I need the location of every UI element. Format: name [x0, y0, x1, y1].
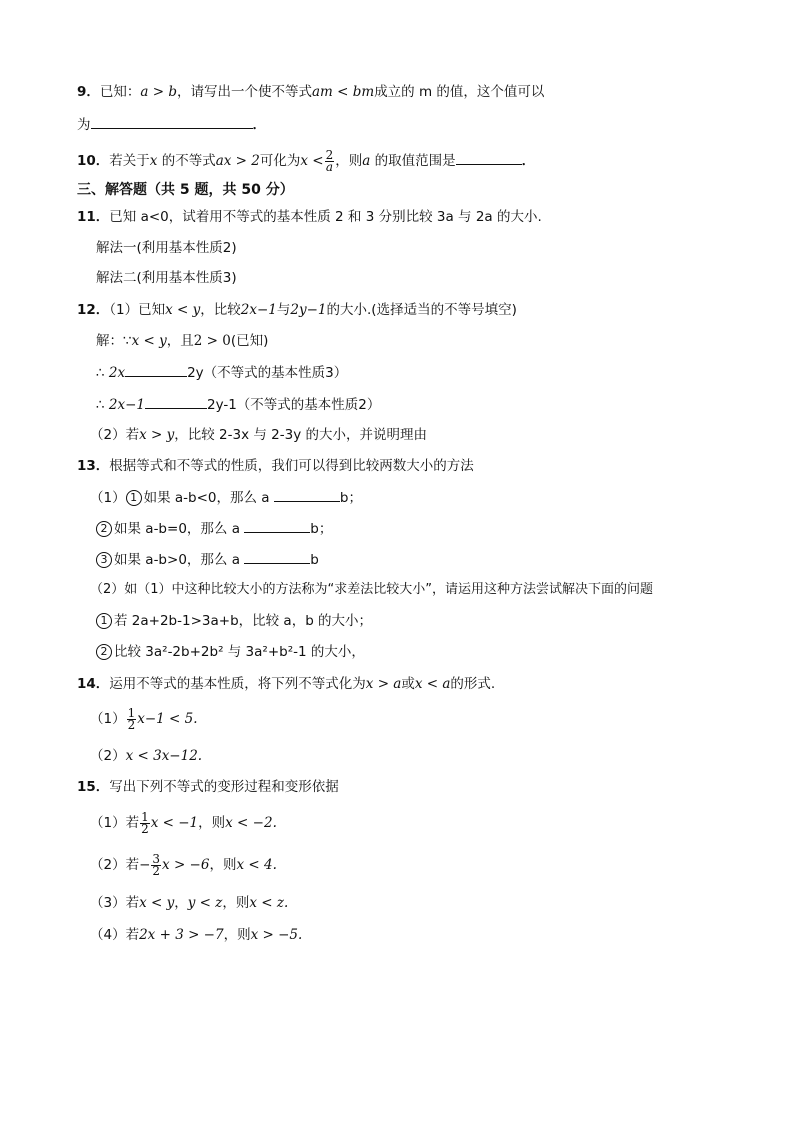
q9-line2 [77, 114, 266, 135]
q11-line [77, 207, 542, 227]
circled-number-2: 2 [96, 644, 112, 660]
q12-blank1[interactable] [125, 362, 187, 377]
q14-fraction: $\frac{1}{2}$ [127, 705, 136, 732]
q10-line [77, 146, 535, 176]
q10-math: ax > 2 [215, 153, 260, 169]
q13-blank1[interactable] [274, 487, 340, 502]
q9-number: 9． [77, 84, 100, 100]
q10-text: 的取值范围是 [370, 153, 456, 169]
q9-text: 为 [77, 117, 91, 133]
q15-item2: （2）若− $\frac{3}{2}$ x > −6，则x < 4. [90, 851, 277, 878]
q9-text: ，请写出一个使不等式 [177, 84, 312, 100]
q9-line1 [77, 82, 544, 102]
q13-blank3[interactable] [244, 549, 310, 564]
q12-solution: 解：∵x < y，且2 > 0(已知) [96, 333, 269, 349]
q15-fraction1: $\frac{1}{2}$ [141, 809, 149, 836]
q15-line: 15．写出下列不等式的变形过程和变形依据 [77, 779, 339, 795]
q10-fraction: $\frac{2}{a}$ [325, 147, 334, 174]
q11-number: 11． [77, 209, 110, 225]
q10-math: x < [300, 153, 324, 169]
q14-number: 14． [77, 676, 110, 692]
q15-item4: （4）若2x + 3 > −7，则x > −5. [90, 927, 303, 943]
q10-number: 10． [77, 153, 110, 169]
q11-method2: 解法二(利用基本性质3) [96, 270, 237, 286]
q14-item2: （2）x < 3x−12. [90, 748, 203, 764]
q13-item1: （1） 1 如果 a-b<0，那么 a b； [90, 487, 362, 508]
q10-text: 可化为 [259, 153, 301, 169]
q14-line: 14．运用不等式的基本性质，将下列不等式化为x > a或x < a的形式. [77, 676, 496, 692]
q12-line1: 12．（1）已知x < y，比较2x−1与2y−1的大小.(选择适当的不等号填空) [77, 302, 517, 318]
q12-step1: ∴ 2x 2y（不等式的基本性质3） [96, 362, 347, 383]
circled-number-3: 3 [96, 552, 112, 568]
q15-item1: （1）若 $\frac{1}{2}$ x < −1，则x < −2. [90, 809, 277, 836]
q9-text: 成立的 m 的值，这个值可以 [374, 84, 545, 100]
q14-item1: （1） $\frac{1}{2}$ x−1 < 5. [90, 705, 198, 732]
q15-fraction2: $\frac{3}{2}$ [152, 851, 161, 878]
q12-blank2[interactable] [145, 394, 207, 409]
q10-text: ，则 [335, 153, 363, 169]
q9-answer-blank[interactable] [91, 114, 253, 129]
q10-math: x [149, 153, 158, 169]
q9-text: ． [252, 117, 266, 133]
q10-answer-blank[interactable] [456, 150, 522, 165]
q15-number: 15． [77, 779, 110, 795]
q10-text: ． [521, 153, 536, 169]
q10-math: a [362, 153, 371, 169]
circled-number-1: 1 [96, 613, 112, 629]
q13-line: 13．根据等式和不等式的性质，我们可以得到比较两数大小的方法 [77, 458, 474, 474]
q13-sub2: 2 比较 3a²-2b+2b² 与 3a²+b²-1 的大小， [96, 642, 365, 662]
q13-item2: 2 如果 a-b=0，那么 a b； [96, 518, 332, 539]
circled-number-2: 2 [96, 521, 112, 537]
q10-text: 的不等式 [157, 153, 216, 169]
q13-blank2[interactable] [244, 518, 310, 533]
q12-part2: （2）若x > y，比较 2-3x 与 2-3y 的大小，并说明理由 [90, 427, 427, 443]
q11-text: 已知 a<0，试着用不等式的基本性质 2 和 3 分别比较 3a 与 2a 的大小. [109, 209, 542, 225]
q10-text: 若关于 [109, 153, 150, 169]
q13-sub1: 1 若 2a+2b-1>3a+b，比较 a，b 的大小； [96, 611, 372, 631]
circled-number-1: 1 [126, 490, 142, 506]
q9-text: 已知： [99, 84, 141, 100]
q12-number: 12． [77, 302, 110, 318]
q11-method1: 解法一(利用基本性质2) [96, 240, 237, 256]
q15-item3: （3）若x < y，y < z，则x < z. [90, 895, 289, 911]
q12-step2: ∴ 2x−1 2y-1（不等式的基本性质2） [96, 394, 380, 415]
q9-math: a > b [140, 84, 177, 100]
q13-number: 13． [77, 458, 110, 474]
q9-math: am < bm [312, 84, 375, 100]
section-heading: 三、解答题（共 5 题，共 50 分） [77, 182, 294, 198]
q13-part2: （2）如（1）中这种比较大小的方法称为“求差法比较大小”，请运用这种方法尝试解决下面的问题 [90, 582, 654, 597]
q13-item3: 3 如果 a-b>0，那么 a b [96, 549, 319, 570]
